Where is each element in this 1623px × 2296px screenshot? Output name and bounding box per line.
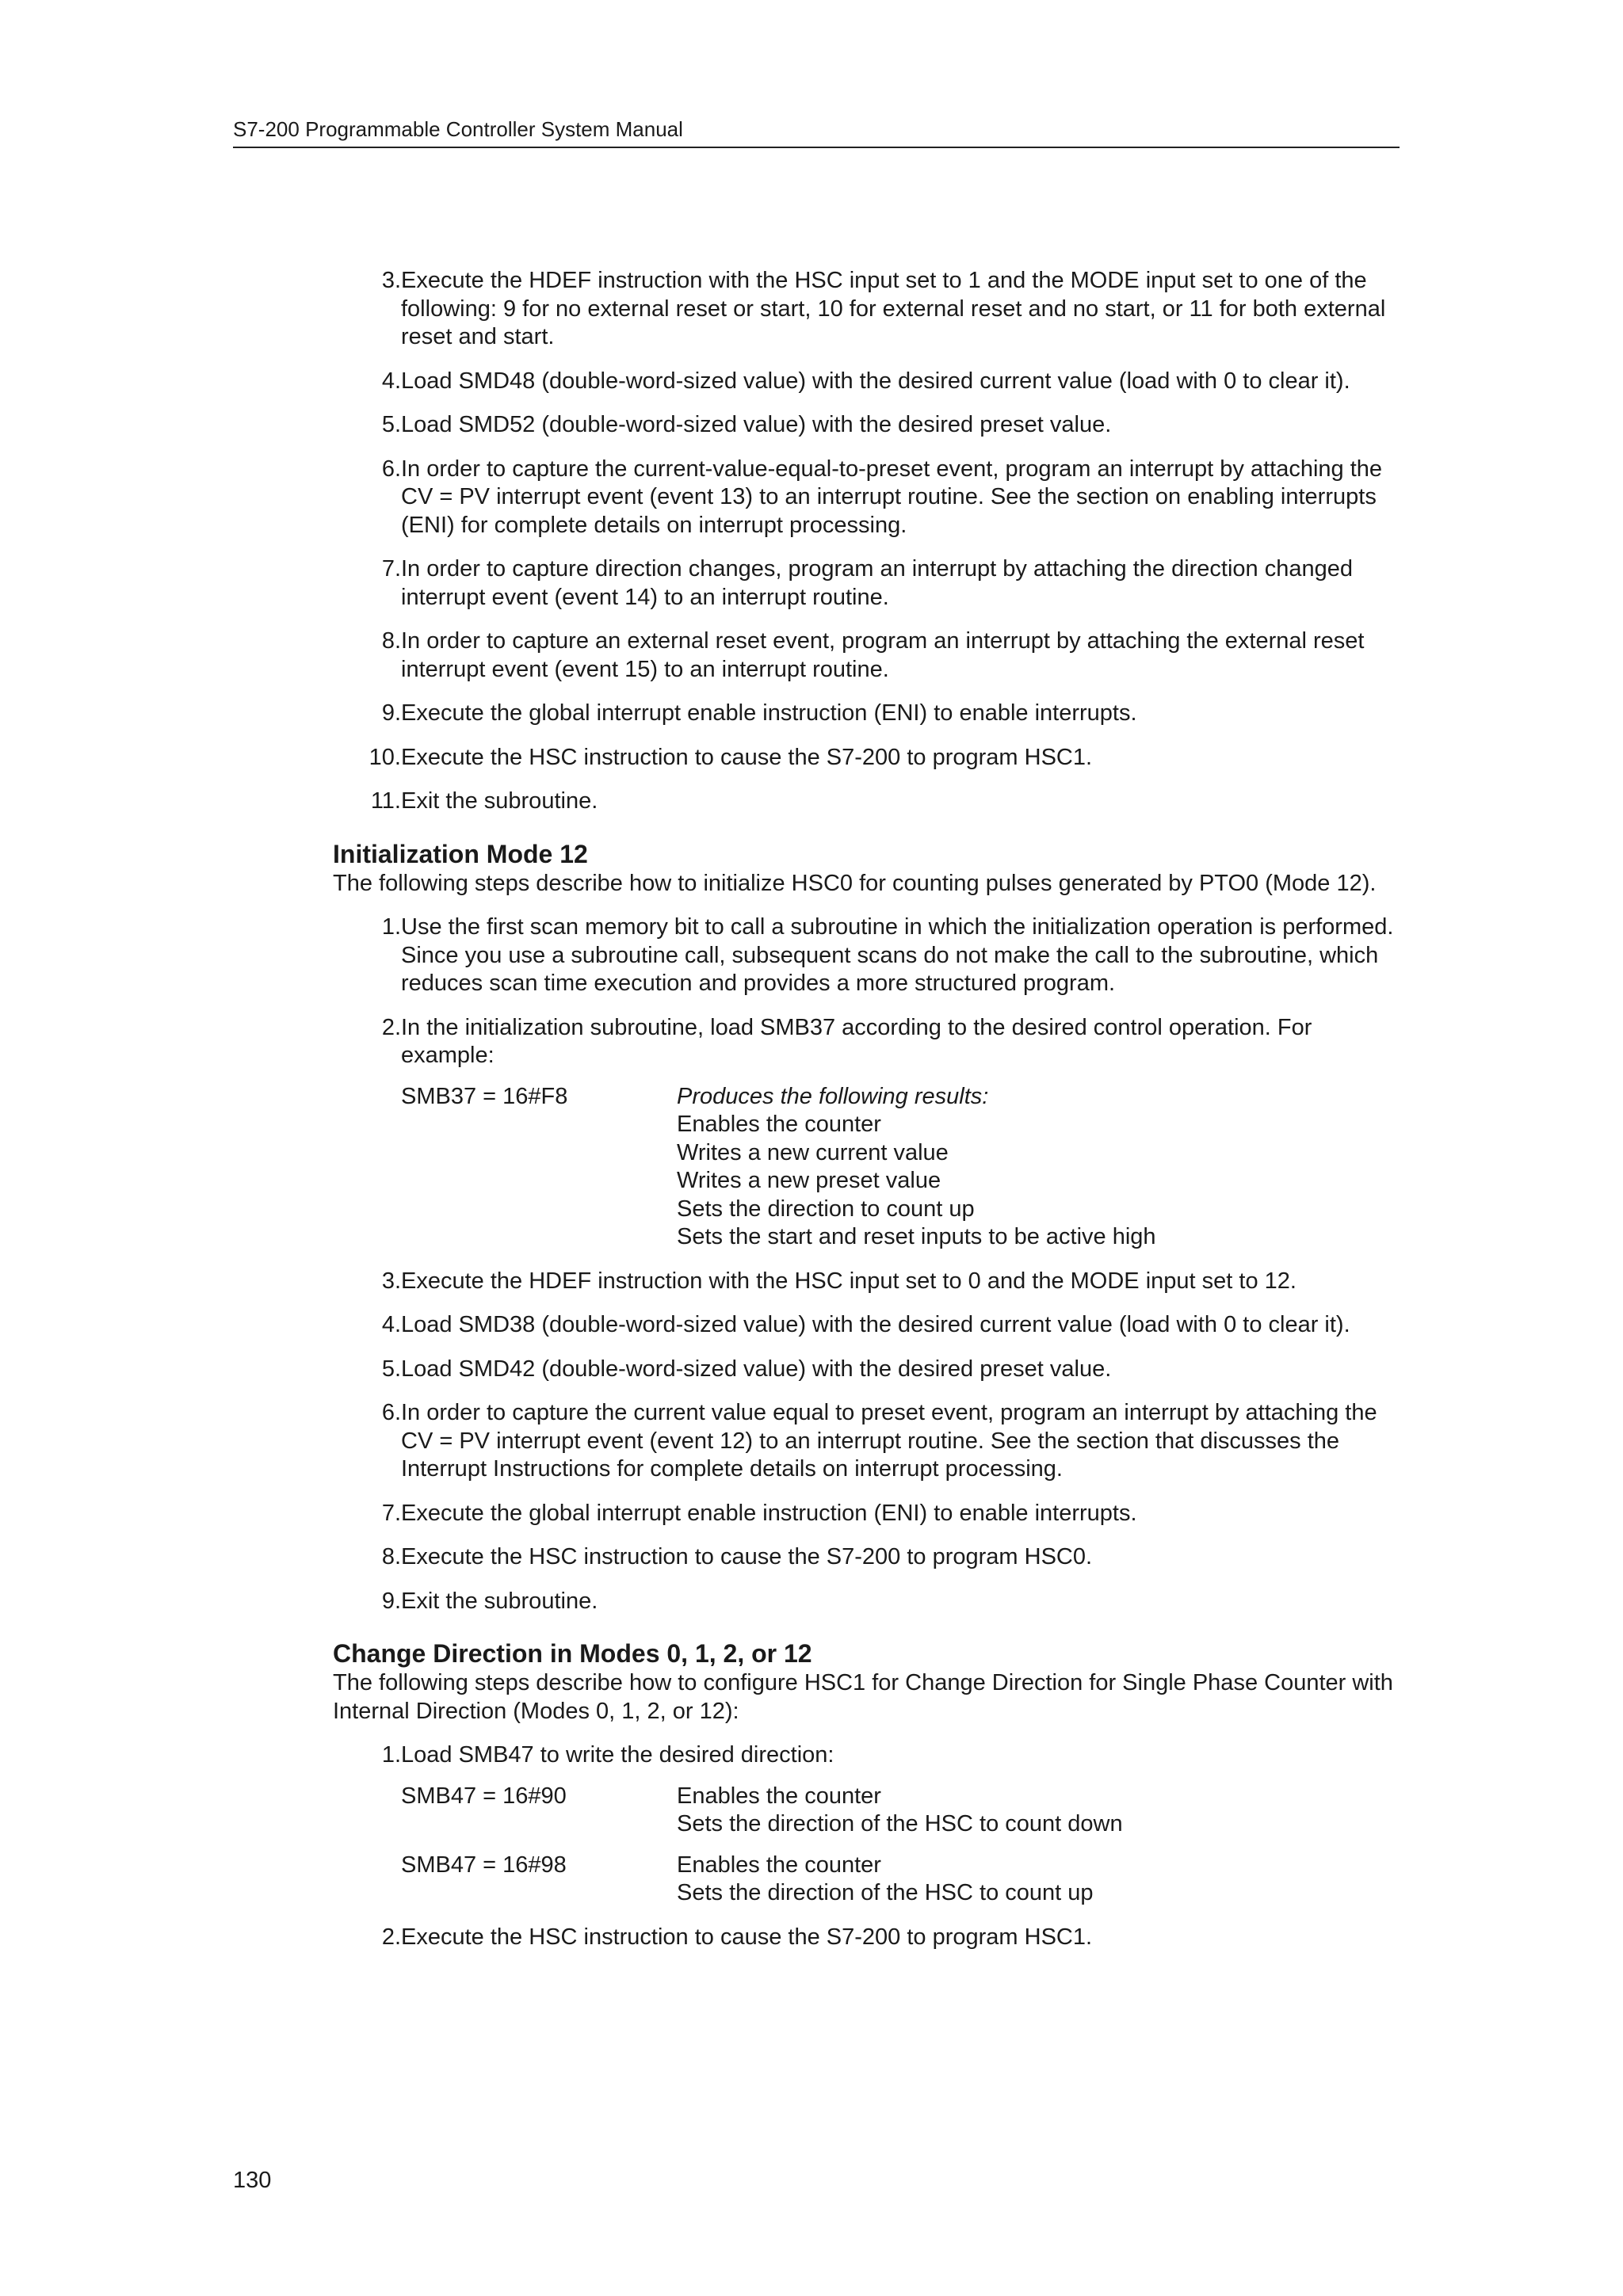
example-key: SMB37 = 16#F8 (401, 1083, 568, 1109)
list-item: 6. In order to capture the current-value-equal-to-preset event, program an interrupt by attaching the CV = PV interrupt event (event 13) to an interrupt routine. See the section on enabling interrupts (ENI) for complete details on interrupt processing. (381, 456, 1383, 538)
list-item: 9. Exit the subroutine. (381, 1588, 598, 1614)
page-number: 130 (233, 2168, 272, 2193)
example-key: SMB47 = 16#90 (401, 1783, 567, 1809)
list-item: 7. Execute the global interrupt enable instruction (ENI) to enable interrupts. (381, 1500, 1137, 1526)
code-example (401, 1783, 1404, 1839)
list-item: 7. In order to capture direction changes, program an interrupt by attaching the direction changed interrupt event (event 14) to an interrupt routine. (381, 556, 1354, 610)
section-title-init-mode-12: Initialization Mode 12 (333, 839, 588, 868)
example-key: SMB47 = 16#98 (401, 1852, 567, 1878)
page-body (333, 267, 1404, 1967)
list-item: 11. Exit the subroutine. (370, 788, 598, 814)
list-item: 6. In order to capture the current value equal to preset event, program an interrupt by attaching the CV = PV interrupt event (event 12) to an interrupt routine. See the section that discusses the Interrupt Instructions for complete details on interrupt processing. (381, 1400, 1377, 1482)
section-intro: The following steps describe how to configure HSC1 for Change Direction for Single Phase Counter with Internal Direction (Modes 0, 1, 2, or 12): (333, 1670, 1393, 1724)
section-title-change-direction: Change Direction in Modes 0, 1, 2, or 12 (333, 1639, 812, 1668)
header-rule (233, 147, 1400, 148)
example-results: Enables the counter Sets the direction of the HSC to count down (677, 1783, 1123, 1836)
list-item: 9. Execute the global interrupt enable instruction (ENI) to enable interrupts. (381, 700, 1137, 726)
example-results: Produces the following results: Enables the counter Writes a new current value Writes a new preset value Sets the direction to count up Sets the start and reset inputs to be active high (677, 1083, 1156, 1249)
list-item: 5. Load SMD52 (double-word-sized value) with the desired preset value. (381, 412, 1112, 437)
list-item: 5. Load SMD42 (double-word-sized value) with the desired preset value. (381, 1356, 1112, 1382)
steps-list-init-mode-12 (333, 913, 1404, 1615)
section-intro: The following steps describe how to initialize HSC0 for counting pulses generated by PTO0 (Mode 12). (333, 870, 1377, 896)
list-item: 2. Execute the HSC instruction to cause the S7-200 to program HSC1. (381, 1924, 1093, 1950)
example-results: Enables the counter Sets the direction of the HSC to count up (677, 1852, 1094, 1905)
steps-list-change-direction (333, 1741, 1404, 1951)
list-item: 4. Load SMD48 (double-word-sized value) with the desired current value (load with 0 to clear it). (381, 368, 1350, 394)
list-item: 3. Execute the HDEF instruction with the HSC input set to 0 and the MODE input set to 12. (381, 1268, 1296, 1294)
list-item: 8. Execute the HSC instruction to cause the S7-200 to program HSC0. (381, 1544, 1093, 1569)
list-item: 1. Load SMB47 to write the desired direction: SMB47 = 16#90 Enables the counter Sets the direction of the HSC to count down SMB47 = 16#98 Enables the counter Sets the direction of the HSC to count up (333, 1741, 1404, 1908)
code-example (401, 1083, 1404, 1252)
list-item: 3. Execute the HDEF instruction with the HSC input set to 1 and the MODE input set to one of the following: 9 for no external reset or start, 10 for external reset and no start, or 11 for both external reset and start. (381, 268, 1386, 349)
list-item: 2. In the initialization subroutine, load SMB37 according to the desired control operation. For example: SMB37 = 16#F8 Produces the following results: Enables the counter Writes a new current value Writes a new preset value Sets the direction to count up Sets the start and reset inputs to be active high (333, 1014, 1404, 1252)
list-item: 8. In order to capture an external reset event, program an interrupt by attaching the external reset interrupt event (event 15) to an interrupt routine. (381, 628, 1365, 682)
list-item: 1. Use the first scan memory bit to call a subroutine in which the initialization operation is performed. Since you use a subroutine call, subsequent scans do not make the call to the subroutine, which reduces scan time execution and provides a more structured program. (381, 914, 1394, 996)
list-item: 10. Execute the HSC instruction to cause the S7-200 to program HSC1. (369, 744, 1093, 770)
code-example (401, 1852, 1404, 1908)
running-header: S7-200 Programmable Controller System Manual (233, 117, 683, 141)
list-item: 4. Load SMD38 (double-word-sized value) with the desired current value (load with 0 to clear it). (381, 1312, 1350, 1337)
steps-list-continued (333, 267, 1404, 816)
